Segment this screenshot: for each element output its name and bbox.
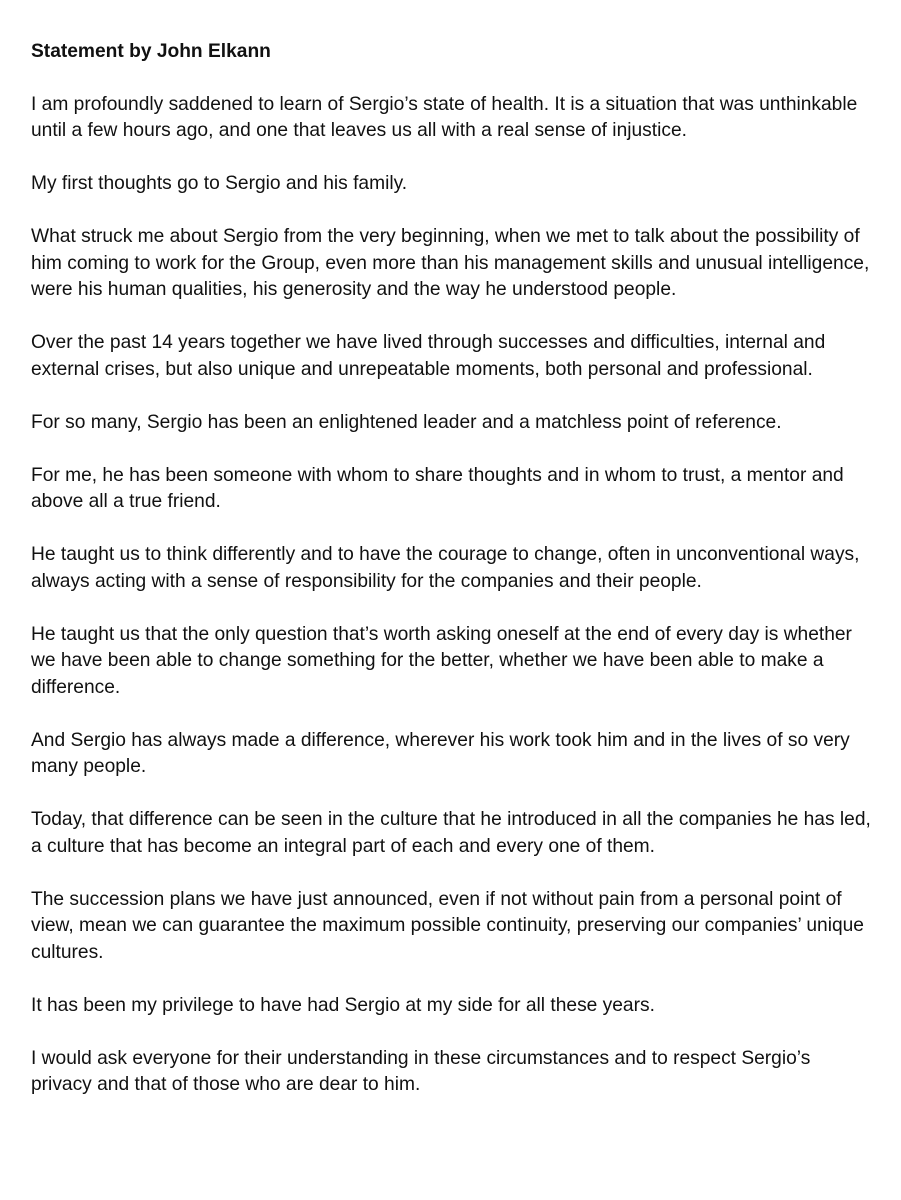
paragraph-10: Today, that difference can be seen in the culture that he introduced in all the companies he has led, a culture that has become an integral part of each and every one of them. xyxy=(31,809,871,857)
document-title: Statement by John Elkann xyxy=(31,41,271,62)
paragraph-2: My first thoughts go to Sergio and his family. xyxy=(31,173,408,194)
paragraph-6: For me, he has been someone with whom to share thoughts and in whom to trust, a mentor and above all a true friend. xyxy=(31,464,844,512)
paragraph-1: I am profoundly saddened to learn of Sergio’s state of health. It is a situation that was unthinkable until a few hours ago, and one that leaves us all with a real sense of injustice. xyxy=(31,93,858,141)
paragraph-11: The succession plans we have just announced, even if not without pain from a personal point of view, mean we can guarantee the maximum possible continuity, preserving our companies’ unique cultures. xyxy=(31,888,864,963)
paragraph-8: He taught us that the only question that’s worth asking oneself at the end of every day is whether we have been able to change something for the better, whether we have been able to make a difference. xyxy=(31,623,852,698)
paragraph-7: He taught us to think differently and to have the courage to change, often in unconventional ways, always acting with a sense of responsibility for the companies and their people. xyxy=(31,544,860,592)
paragraph-13: I would ask everyone for their understanding in these circumstances and to respect Sergio’s privacy and that of those who are dear to him. xyxy=(31,1047,811,1095)
paragraph-3: What struck me about Sergio from the very beginning, when we met to talk about the possibility of him coming to work for the Group, even more than his management skills and unusual intelligence, were his human qualities, his generosity and the way he understood people. xyxy=(31,226,870,300)
paragraph-4: Over the past 14 years together we have lived through successes and difficulties, internal and external crises, but also unique and unrepeatable moments, both personal and professional. xyxy=(31,332,826,380)
paragraph-9: And Sergio has always made a difference, wherever his work took him and in the lives of so very many people. xyxy=(31,729,850,777)
statement-document xyxy=(31,39,871,1099)
paragraph-5: For so many, Sergio has been an enlightened leader and a matchless point of reference. xyxy=(31,411,782,433)
paragraph-12: It has been my privilege to have had Sergio at my side for all these years. xyxy=(31,994,655,1016)
